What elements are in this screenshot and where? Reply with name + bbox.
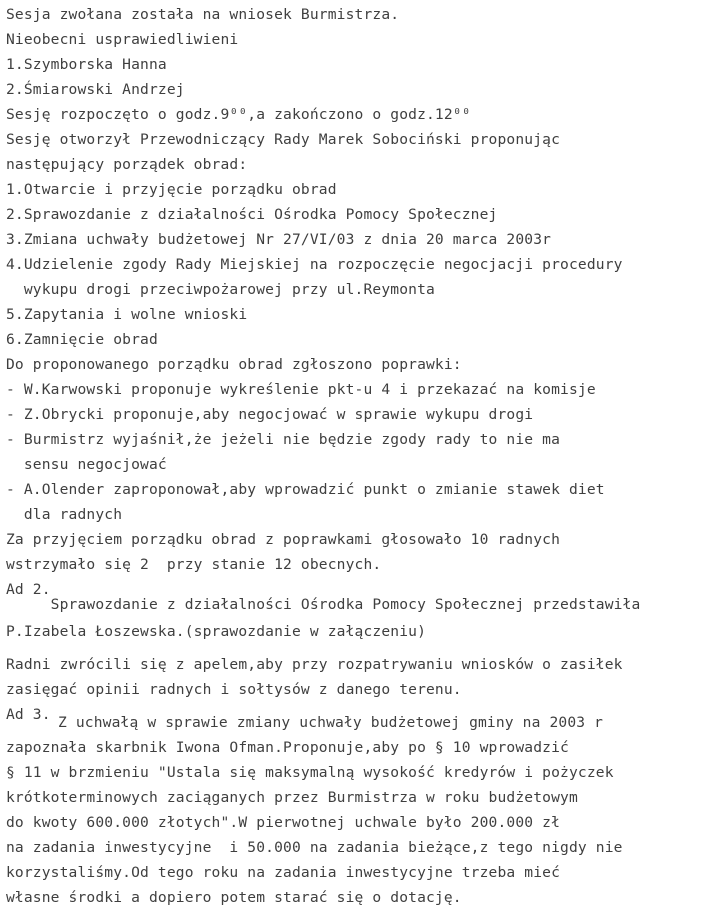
text-line: własne środki a dopiero potem starać się o dotację.: [6, 889, 462, 906]
text-line: korzystaliśmy.Od tego roku na zadania inwestycyjne trzeba mieć: [6, 864, 561, 881]
text-line: Sprawozdanie z działalności Ośrodka Pomocy Społecznej przedstawiła: [6, 596, 641, 613]
text-line: 2.Sprawozdanie z działalności Ośrodka Pomocy Społecznej: [6, 206, 498, 223]
text-line: - A.Olender zaproponował,aby wprowadzić punkt o zmianie stawek diet: [6, 481, 605, 498]
text-line: do kwoty 600.000 złotych".W pierwotnej uchwale było 200.000 zł: [6, 814, 561, 831]
text-line: Sesja zwołana została na wniosek Burmistrza.: [6, 6, 400, 23]
text-line: wstrzymało się 2 przy stanie 12 obecnych.: [6, 556, 382, 573]
text-line: 1.Szymborska Hanna: [6, 56, 167, 73]
text-line: dla radnych: [6, 506, 123, 523]
text-line: zasięgać opinii radnych i sołtysów z danego terenu.: [6, 681, 462, 698]
text-line: 3.Zmiana uchwały budżetowej Nr 27/VI/03 z dnia 20 marca 2003r: [6, 231, 552, 248]
text-line: Nieobecni usprawiedliwieni: [6, 31, 239, 48]
text-line: Za przyjęciem porządku obrad z poprawkami głosowało 10 radnych: [6, 531, 561, 548]
text-line: wykupu drogi przeciwpożarowej przy ul.Reymonta: [6, 281, 435, 298]
text-line: Sesję rozpoczęto o godz.9⁰⁰,a zakończono o godz.12⁰⁰: [6, 106, 471, 123]
text-line: 2.Śmiarowski Andrzej: [6, 81, 185, 98]
text-line: P.Izabela Łoszewska.(sprawozdanie w załączeniu): [6, 623, 427, 640]
text-line: 5.Zapytania i wolne wnioski: [6, 306, 248, 323]
text-line: Sesję otworzył Przewodniczący Rady Marek Sobociński proponując: [6, 131, 561, 148]
text-line: § 11 w brzmieniu "Ustala się maksymalną wysokość kredyrów i pożyczek: [6, 764, 614, 781]
text-line: 1.Otwarcie i przyjęcie porządku obrad: [6, 181, 337, 198]
text-line: krótkoterminowych zaciąganych przez Burmistrza w roku budżetowym: [6, 789, 578, 806]
text-line: - Z.Obrycki proponuje,aby negocjować w sprawie wykupu drogi: [6, 406, 534, 423]
text-line: Z uchwałą w sprawie zmiany uchwały budżetowej gminy na 2003 r: [58, 714, 604, 731]
text-line: 4.Udzielenie zgody Rady Miejskiej na rozpoczęcie negocjacji procedury: [6, 256, 623, 273]
text-line: - Burmistrz wyjaśnił,że jeżeli nie będzie zgody rady to nie ma: [6, 431, 561, 448]
text-line: 6.Zamnięcie obrad: [6, 331, 158, 348]
text-line: Ad 2.: [6, 581, 51, 598]
text-line: - W.Karwowski proponuje wykreślenie pkt-u 4 i przekazać na komisje: [6, 381, 596, 398]
text-line: następujący porządek obrad:: [6, 156, 248, 173]
text-line: Radni zwrócili się z apelem,aby przy rozpatrywaniu wniosków o zasiłek: [6, 656, 623, 673]
text-line: zapoznała skarbnik Iwona Ofman.Proponuje,aby po § 10 wprowadzić: [6, 739, 569, 756]
text-line: Ad 3.: [6, 706, 51, 723]
text-line: na zadania inwestycyjne i 50.000 na zadania bieżące,z tego nigdy nie: [6, 839, 623, 856]
text-line: Do proponowanego porządku obrad zgłoszono poprawki:: [6, 356, 462, 373]
text-line: sensu negocjować: [6, 456, 167, 473]
